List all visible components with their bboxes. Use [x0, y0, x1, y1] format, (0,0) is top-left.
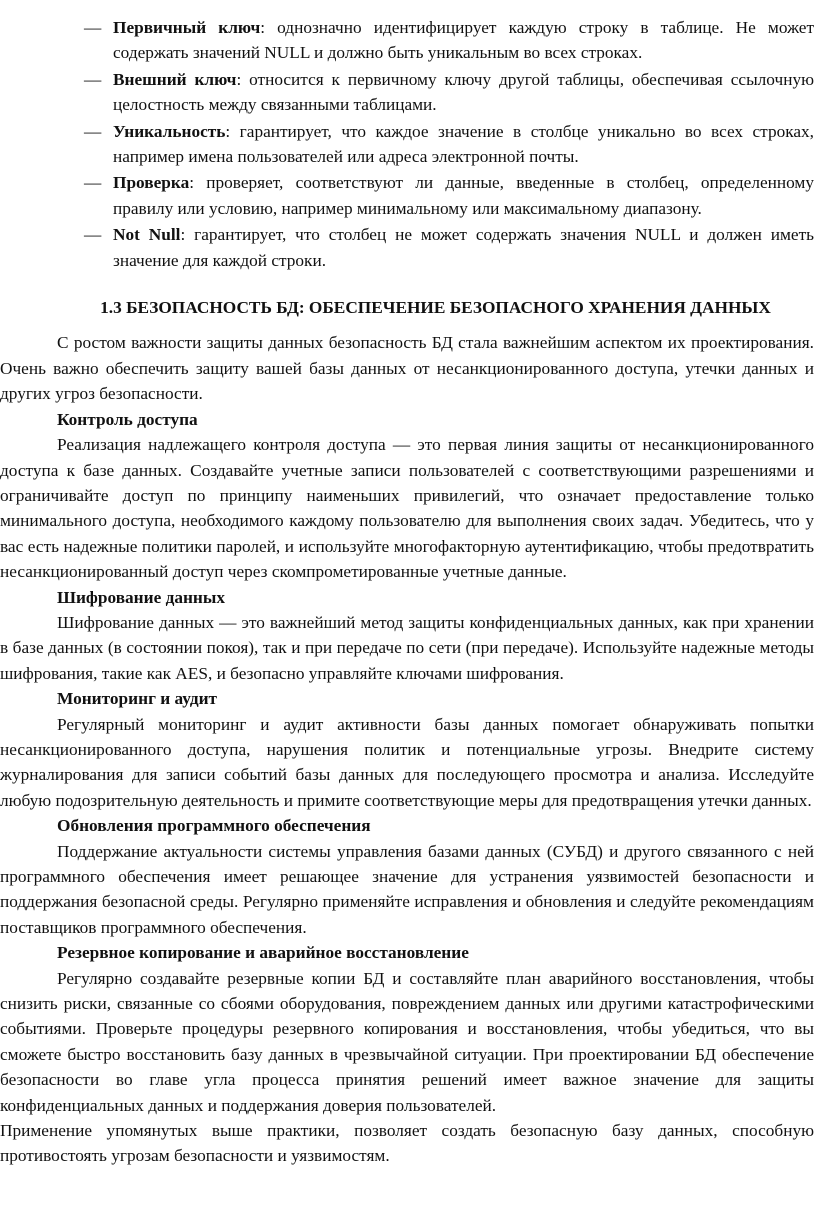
list-item-primary-key — [0, 15, 816, 66]
paragraph-updates: Поддержание актуальности системы управления базами данных (СУБД) и другого связанного с ней программного обеспечения имеет решающее значение для устранения уязвимостей безопасности и поддержания безопасной среды. Регулярно применяйте исправления и обновления и следуйте рекомендациям поставщиков программного обеспечения. — [0, 841, 814, 937]
list-dash: — — [84, 225, 102, 245]
list-item-foreign-key — [0, 67, 816, 118]
list-term: Внешний ключ — [113, 69, 237, 89]
list-text: : относится к первичному ключу другой таблицы, обеспечивая ссылочную целостность между связанными таблицами. — [113, 69, 814, 115]
list-text: : гарантирует, что каждое значение в столбце уникально во всех строках, например имена пользователей или адреса электронной почты. — [113, 121, 814, 167]
list-term: Первичный ключ — [113, 18, 261, 37]
paragraph-encryption: Шифрование данных — это важнейший метод защиты конфиденциальных данных, как при хранении в базе данных (в состоянии покоя), так и при передаче по сети (при передаче). Используйте надежные методы шифрования, такие как AES, и безопасно управляйте ключами шифрования. — [0, 612, 814, 683]
paragraph-monitoring: Регулярный мониторинг и аудит активности базы данных помогает обнаруживать попытки несанкционированного доступа, нарушения политик и потенциальные угрозы. Внедрите систему журналирования для записи событий базы данных для последующего просмотра и анализа. Исследуйте любую подозрительную деятельность и примите соответствующие меры для предотвращения утечки данных. — [0, 714, 814, 810]
section-heading: 1.3 БЕЗОПАСНОСТЬ БД: ОБЕСПЕЧЕНИЕ БЕЗОПАСНОГО ХРАНЕНИЯ ДАННЫХ — [100, 298, 771, 318]
list-term: Уникальность — [113, 121, 226, 141]
list-item-unique — [0, 119, 816, 170]
list-item-check — [0, 170, 816, 221]
subheading-monitoring: Мониторинг и аудит — [57, 689, 218, 709]
document-page — [0, 15, 816, 1169]
list-text: : проверяет, соответствуют ли данные, введенные в столбец, определенному правилу или условию, например минимальному или максимальному диапазону. — [113, 173, 814, 218]
list-item-not-null — [0, 222, 816, 273]
subheading-backup: Резервное копирование и аварийное восстановление — [57, 943, 469, 963]
list-dash: — — [84, 121, 102, 141]
constraints-list — [0, 15, 816, 273]
list-dash: — — [84, 69, 102, 89]
paragraph-backup: Регулярно создавайте резервные копии БД и составляйте план аварийного восстановления, чтобы снизить риски, связанные со сбоями оборудования, повреждением данных или другими катастрофическими событиями. Проверьте процедуры резервного копирования и восстановления, чтобы убедиться, что вы сможете быстро восстановить базу данных в чрезвычайной ситуации. При проектировании БД обеспечение безопасности во главе угла процесса принятия решений имеет важное значение для защиты конфиденциальных данных и поддержания доверия пользователей. — [0, 968, 814, 1115]
closing-paragraph: Применение упомянутых выше практики, позволяет создать безопасную базу данных, способную противостоять угрозам безопасности и уязвимостям. — [0, 1121, 814, 1166]
list-text: : однозначно идентифицирует каждую строку в таблице. Не может содержать значений NULL и должно быть уникальным во всех строках. — [113, 18, 814, 63]
intro-paragraph: С ростом важности защиты данных безопасность БД стала важнейшим аспектом их проектирования. Очень важно обеспечить защиту вашей базы данных от несанкционированного доступа, утечки данных и других угроз безопасности. — [0, 333, 814, 404]
subheading-access-control: Контроль доступа — [57, 409, 198, 429]
list-text: : гарантирует, что столбец не может содержать значения NULL и должен иметь значение для каждой строки. — [113, 225, 815, 270]
list-dash: — — [84, 173, 102, 193]
list-term: Not Null — [113, 225, 181, 245]
list-term: Проверка — [113, 173, 190, 193]
subheading-updates: Обновления программного обеспечения — [57, 816, 371, 836]
paragraph-access-control: Реализация надлежащего контроля доступа — это первая линия защиты от несанкционированного доступа к базе данных. Создавайте учетные записи пользователей с соответствующими разрешениями и ограничивайте доступ по принципу наименьших привилегий, что означает предоставление только минимального доступа, необходимого каждому пользователю для выполнения своих задач. Убедитесь, что у вас есть надежные политики паролей, и используйте многофакторную аутентификацию, чтобы предотвратить несанкционированный доступ через скомпрометированные учетные данные. — [0, 435, 814, 582]
list-dash: — — [84, 18, 102, 37]
subheading-encryption: Шифрование данных — [57, 587, 226, 607]
